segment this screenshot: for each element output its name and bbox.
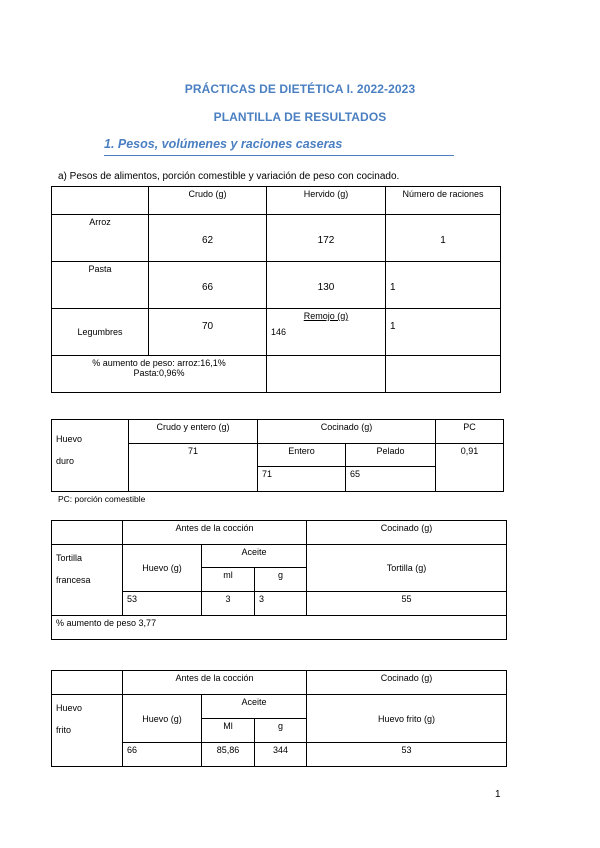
header-cocinado: Cocinado (g): [307, 671, 507, 695]
label-line-1: Huevo: [56, 434, 83, 444]
header-crudo-entero: Crudo y entero (g): [129, 420, 258, 444]
header-hervido: Hervido (g): [267, 187, 386, 215]
header-aceite: Aceite: [202, 545, 307, 568]
empty-cell: [386, 356, 501, 393]
aceite-g-value: 3: [255, 592, 307, 616]
label-line-2: francesa: [56, 575, 91, 585]
pelado-value: 65: [346, 467, 436, 492]
crudo-entero-value: 71: [129, 444, 258, 492]
huevo-value: 53: [123, 592, 202, 616]
huevo-frito-value: 53: [307, 743, 507, 767]
aumento-peso-row: % aumento de peso 3,77: [52, 616, 507, 640]
pc-value: 0,91: [436, 444, 504, 492]
aceite-g-value: 344: [255, 743, 307, 767]
arroz-crudo: 62: [149, 215, 267, 262]
intro-text: a) Pesos de alimentos, porción comestible y variación de peso con cocinado.: [58, 171, 400, 182]
header-cocinado: Cocinado (g): [307, 521, 507, 545]
weights-table: [51, 186, 501, 393]
arroz-raciones: 1: [386, 215, 501, 262]
label-line-2: duro: [56, 456, 75, 466]
header-g: g: [255, 568, 307, 592]
header-huevo-frito: Huevo frito (g): [307, 695, 507, 743]
header-raciones: Número de raciones: [386, 187, 501, 215]
header-huevo: Huevo (g): [123, 695, 202, 743]
header-ml: ml: [202, 568, 255, 592]
legumbres-remojo: 146: [271, 327, 287, 337]
huevo-value: 66: [123, 743, 202, 767]
legumbres-crudo: 70: [149, 309, 267, 356]
label-line-1: Huevo: [56, 703, 83, 713]
tortilla-value: 55: [307, 592, 507, 616]
row-label-arroz: Arroz: [52, 215, 149, 262]
section-heading: 1. Pesos, volúmenes y raciones caseras: [104, 137, 343, 151]
section-underline: [104, 155, 454, 156]
empty-cell: [267, 356, 386, 393]
aceite-ml-value: 85,86: [202, 743, 255, 767]
header-antes-coccion: Antes de la cocción: [123, 521, 307, 545]
header-antes-coccion: Antes de la cocción: [123, 671, 307, 695]
legumbres-hervido-cell: [267, 309, 386, 356]
document-title: PRÁCTICAS DE DIETÉTICA I. 2022-2023: [184, 82, 416, 96]
header-aceite: Aceite: [202, 695, 307, 719]
header-crudo: Crudo (g): [149, 187, 267, 215]
sub-header-entero: Entero: [258, 444, 346, 467]
corner-cell: [52, 521, 123, 545]
row-label-pasta: Pasta: [52, 262, 149, 309]
pc-footnote: PC: porción comestible: [58, 494, 146, 504]
aceite-ml-value: 3: [202, 592, 255, 616]
huevo-frito-label: [52, 695, 123, 767]
tortilla-label: [52, 545, 123, 616]
aumento-line-2: Pasta:0,96%: [133, 368, 185, 378]
document-subtitle: PLANTILLA DE RESULTADOS: [213, 110, 387, 124]
tortilla-table: [51, 520, 507, 640]
huevo-duro-label: [52, 420, 129, 492]
huevo-frito-table: [51, 670, 507, 767]
header-ml: Ml: [202, 719, 255, 743]
header-tortilla: Tortilla (g): [307, 545, 507, 592]
sub-header-pelado: Pelado: [346, 444, 436, 467]
aumento-peso-cell: [52, 356, 267, 393]
header-cocinado: Cocinado (g): [258, 420, 436, 444]
pasta-crudo: 66: [149, 262, 267, 309]
header-huevo: Huevo (g): [123, 545, 202, 592]
remojo-label: Remojo (g): [303, 311, 349, 321]
header-g: g: [255, 719, 307, 743]
page-number: 1: [495, 789, 501, 800]
label-line-1: Tortilla: [56, 553, 83, 563]
pasta-raciones: 1: [386, 262, 501, 309]
corner-cell: [52, 671, 123, 695]
pasta-hervido: 130: [267, 262, 386, 309]
row-label-legumbres: Legumbres: [52, 309, 149, 356]
arroz-hervido: 172: [267, 215, 386, 262]
huevo-duro-table: [51, 419, 504, 492]
corner-cell: [52, 187, 149, 215]
label-line-2: frito: [56, 725, 72, 735]
header-pc: PC: [436, 420, 504, 444]
legumbres-raciones: 1: [386, 309, 501, 356]
entero-value: 71: [258, 467, 346, 492]
aumento-line-1: % aumento de peso: arroz:16,1%: [92, 358, 226, 368]
